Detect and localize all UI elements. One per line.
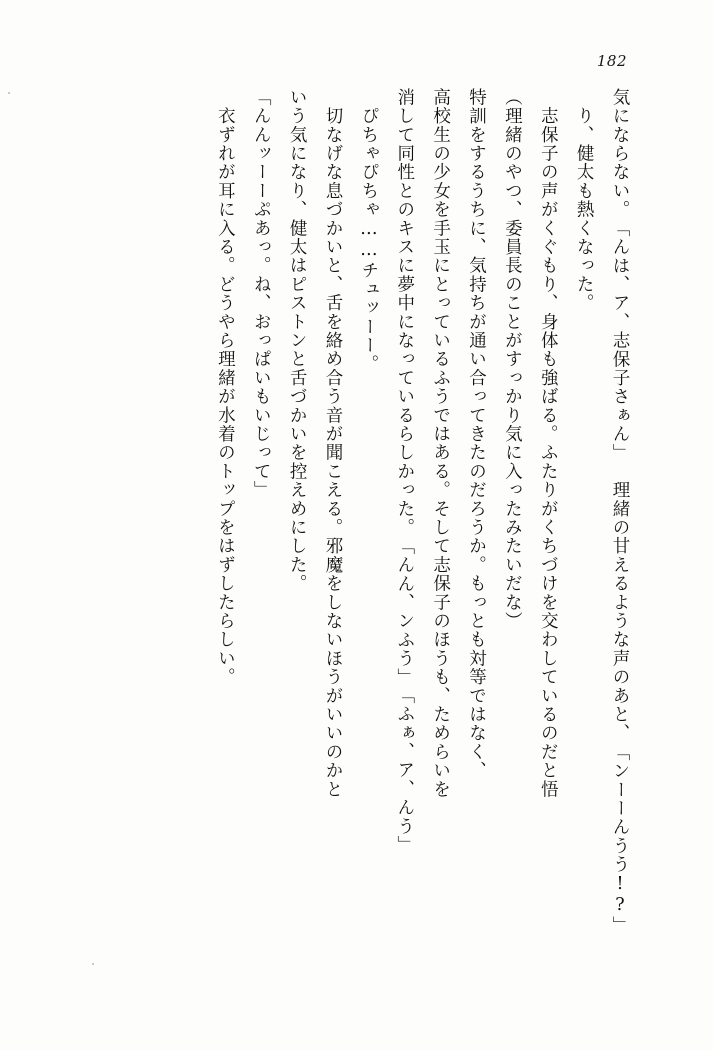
page-text-body	[77, 88, 637, 958]
text-line: 「んは、ア、志保子さぁん」	[610, 218, 630, 463]
text-line: ぴちゃぴちゃ……チュッーー。	[358, 88, 379, 374]
text-line: 消して同性とのキスに夢中になっているらしかった。	[394, 88, 415, 537]
text-line: 衣ずれが耳に入る。どうやら理緒が水着のトップをはずしたらしい。	[215, 88, 236, 687]
text-line: 「ンーーんうう!?」	[610, 742, 630, 935]
text-line: 「んん、ンふう」	[394, 536, 415, 687]
text-line: 「んんッーーぷあっ。ね、おっぱいもいじって」	[251, 88, 272, 500]
paper-speck	[92, 963, 94, 965]
text-line: 切なげな息づかいと、舌を絡め合う音が聞こえる。邪魔をしないほうがいいのかと	[323, 88, 343, 799]
text-line: 高校生の少女を手玉にとっているふうではある。そして志保子のほうも、ためらいを	[430, 88, 451, 799]
text-line: 気にならない。	[610, 88, 630, 219]
text-line: いう気になり、健太はピストンと舌づかいを控えめにした。	[287, 88, 308, 593]
text-line: 理緒の甘えるような声のあと、	[610, 462, 630, 743]
paper-speck	[8, 92, 10, 94]
text-line: （理緒のやつ、委員長のことがすっかり気に入ったみたいだな）	[502, 88, 523, 631]
text-line: 特訓をするうちに、気持ちが通い合ってきたのだろうか。もっとも対等ではなく、	[466, 88, 487, 780]
text-line: り、健太も熱くなった。	[574, 88, 595, 313]
page-number: 182	[596, 52, 627, 70]
text-line: 「ふぁ、ア、んう」	[394, 686, 415, 855]
text-line: 志保子の声がくぐもり、身体も強ばる。ふたりがくちづけを交わしているのだと悟	[538, 88, 559, 799]
